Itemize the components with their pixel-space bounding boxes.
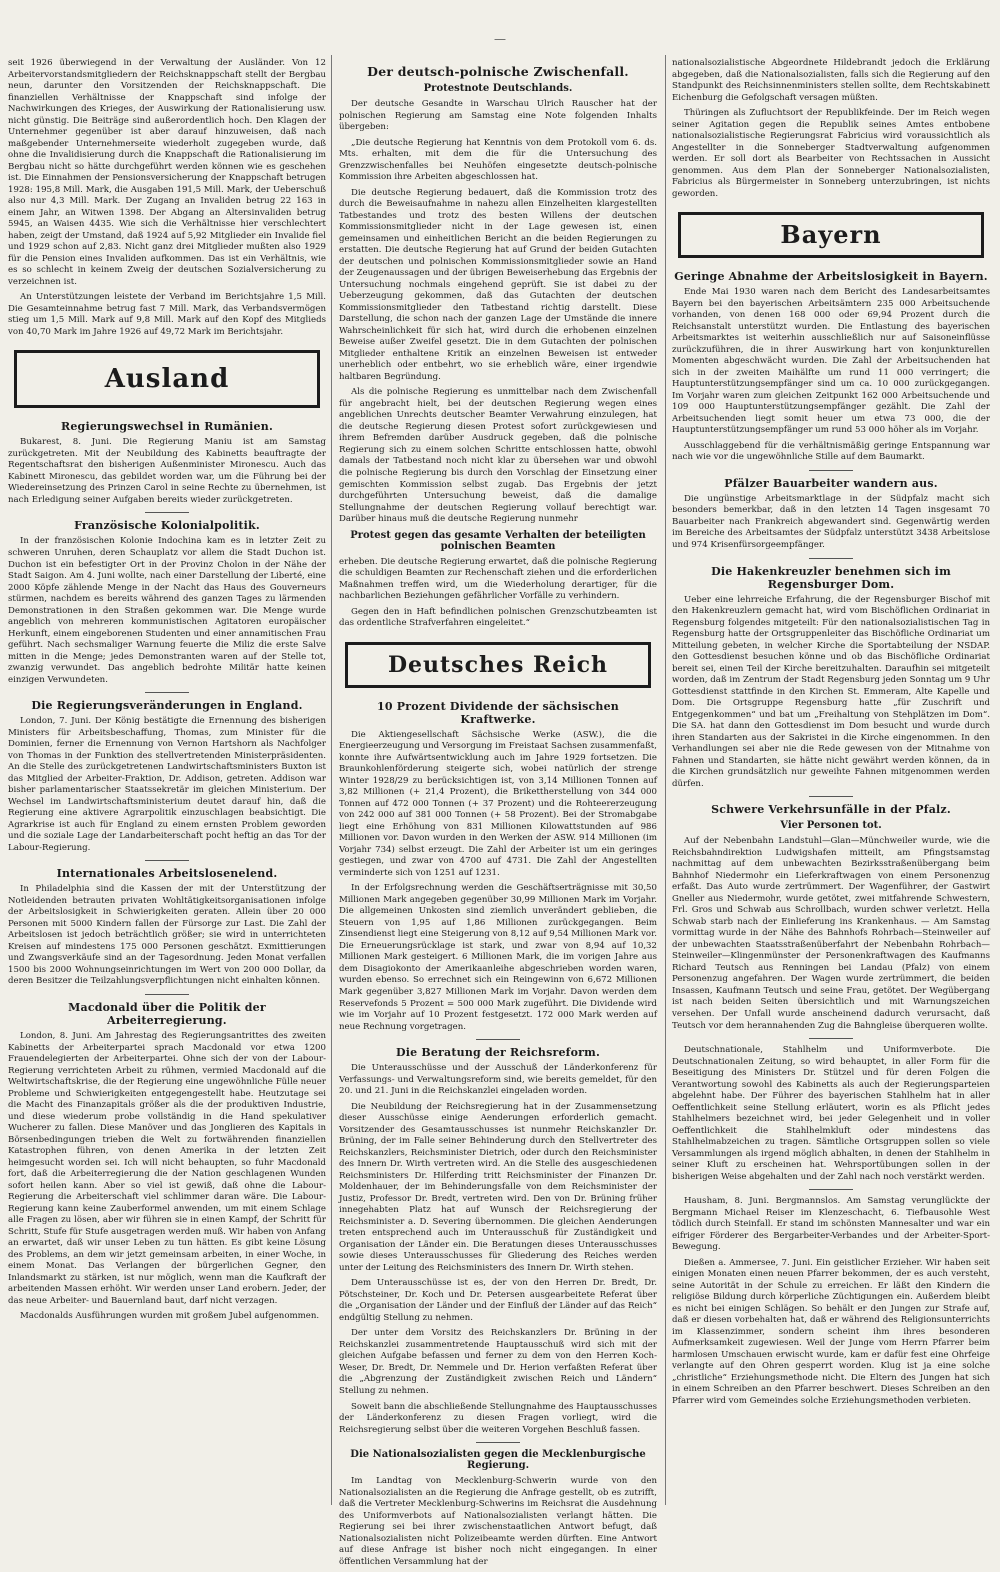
column-1: [8, 58, 326, 1327]
article-headline: Der deutsch-polnische Zwischenfall.: [367, 64, 629, 79]
article-subheadline: Protest gegen das gesamte Verhalten der beteiligten polnischen Beamten: [350, 529, 646, 552]
article-paragraph: Gegen den in Haft befindlichen polnischen Grenzschutzbeamten ist das ordentliche Strafverfahren eingeleitet.“: [339, 606, 657, 629]
article-paragraph: Die Neubildung der Reichsregierung hat in der Zusammensetzung dieser Ausschüsse einige Aenderungen erforderlich gemacht. Vorsitzender des Gesamtausschusses ist nunmehr Reichskanzler Dr. Brüning, der im Falle seiner Behinderung durch den Stellvertreter des Reichskanzlers, Reichsminister Dietrich, oder durch den Reichsminister des Innern Dr. Wirth vertreten wird. An die Stelle des ausgeschiedenen Reichsministers Dr. Hilferding tritt Reichsminister der Finanzen Dr. Moldenhauer, der im Behinderungsfalle von dem Reichsminister der Justiz, Professor Dr. Bredt, vertreten wird. Den von Dr. Brüning früher innegehabten Platz hat auf Wunsch der Reichsregierung der Reichsminister a. D. Severing übernommen. Die gleichen Aenderungen treten entsprechend auch im Unterausschuß für Zuständigkeit und Organisation der Länder ein. Die Beratungen dieses Unterausschusses sowie dieses Unterausschusses für Gliederung des Reiches werden unter der Leitung des Reichsministers des Innern Dr. Wirth stehen.: [339, 1101, 657, 1273]
article-paragraph: seit 1926 überwiegend in der Verwaltung der Ausländer. Von 12 Arbeitervorstandsmitgliedern der Reichsknappschaft stellt der Bergbau neun, darunter den Vorsitzenden der Reichsknappschaft. Die finanziellen Verhältnisse der Knappschaft sind infolge der Nachwirkungen des Krieges, der Auswirkung der Rationalisierung usw. nicht günstig. Die Beiträge sind außerordentlich hoch. Den Klagen der Unternehmer gegenüber ist aber darauf hinzuweisen, daß nach maßgebender Unternehmerseite wiederholt zugegeben wurde, daß ohne die Invalidisierung durch die Knappschaft die Rationalisierung im Bergbau nicht so hätte durchgeführt werden können wie es geschehen ist. Die Einnahmen der Pensionsversicherung der Knappschaft betrugen 1928: 195,8 Mill. Mark, die Ausgaben 191,5 Mill. Mark, der Ueberschuß also nur 4,3 Mill. Mark. Der Zugang an Invaliden betrug 22 163 in einem Jahr, an Witwen 1398. Der Abgang an Altersinvaliden betrug 5945, an Waisen 4435. Wie sich die Verhältnisse hier verschlechtert haben, zeigt der Umstand, daß 1924 auf 5,92 Mitglieder ein Invalide fiel und 1929 schon auf 2,83. Nicht ganz drei Mitglieder mußten also 1929 für die Pension eines Invaliden aufkommen. Das ist ein Verhältnis, wie es so schlecht in keinem Zweig der deutschen Sozialversicherung zu verzeichnen ist.: [8, 58, 326, 287]
article-paragraph: Dem Unterausschüsse ist es, der von den Herren Dr. Bredt, Dr. Pötschsteiner, Dr. Koch und Dr. Petersen ausgearbeitete Referat über die „Organisation der Länder und der Einfluß der Länder auf das Reich“ endgültig Stellung zu nehmen.: [339, 1278, 657, 1323]
divider: [145, 860, 189, 861]
article-headline: Macdonald über die Politik der Arbeiterregierung.: [68, 1001, 266, 1027]
article-headline: Die Nationalsozialisten gegen die Mecklenburgische Regierung.: [350, 1449, 646, 1472]
article-paragraph: In der französischen Kolonie Indochina kam es in letzter Zeit zu schweren Unruhen, deren Schauplatz vor allem die Stadt Duchon ist. Duchon ist ein befestigter Ort in der Provinz Cholon in der Nähe der Stadt Saigon. Am 4. Juni wollte, nach einer Darstellung der Liberté, eine 2000 Köpfe zählende Menge in der Nacht das Haus des Gouverneurs stürmen, nachdem es bereits während des ganzen Tages zu lärmenden Demonstrationen in den Straßen gekommen war. Die Menge wurde angeblich von mehreren kommunistischen Agitatoren europäischer Herkunft, einem eingeborenen Studenten und einer annamitischen Frau geführt. Nach sechsmaliger Warnung feuerte die Miliz die erste Salve mitten in die Menge; jedes Demonstranten waren auf der Stelle tot, zwanzig verwundet. Das angeblich bedrohte Militär hatte keinen einzigen Verwundeten.: [8, 536, 326, 685]
article-paragraph: Im Landtag von Mecklenburg-Schwerin wurde von den Nationalsozialisten an die Regierung die Anfrage gestellt, ob es zutrifft, daß die Vertreter Mecklenburg-Schwerins im Reichsrat die Ausdehnung des Uniformverbots auf Nationalsozialisten verlangt hätten. Die Regierung sei bei ihrer zwischenstaatlichen Antwort befugt, daß Nationalsozialisten nicht Polizeibeamte werden dürften. Eine Antwort auf diese Anfrage ist bisher noch nicht eingegangen. In einer öffentlichen Versammlung hat der: [339, 1476, 657, 1567]
article-paragraph: nationalsozialistische Abgeordnete Hildebrandt jedoch die Erklärung abgegeben, daß die Nationalsozialisten, falls sich die Regierung auf den Standpunkt des Reichsinnenministers stellen sollte, dem Rechtskabinett Eichenburg die Gefolgschaft versagen müßten.: [672, 58, 990, 103]
divider: [145, 512, 189, 513]
article-headline: Geringe Abnahme der Arbeitslosigkeit in Bayern.: [674, 270, 988, 284]
article-headline: 10 Prozent Dividende der sächsischen Kraftwerke.: [377, 699, 619, 726]
article-paragraph: Deutschnationale, Stahlhelm und Uniformverbote. Die Deutschnationalen Zeitung, so wird behauptet, in aller Form für die Beseitigung des Ministers Dr. Stützel und für deren Folgen die Verantwortung sowohl des Kabinetts als auch der Regierungsparteien abgelehnt habe. Der Führer des bayerischen Stahlhelm hat in aller Oeffentlichkeit seine Stellung erläutert, worin es als Pflicht jedes Stahlhelmers bezeichnet wird, bei jeder Gelegenheit und in voller Oeffentlichkeit die Stahlhelmkluft oder mindestens das Stahlhelmabzeichen zu tragen. Sämtliche Ortsgruppen sollen so viele Versammlungen als irgend möglich abhalten, in denen der Stahlhelm in seiner Kluft zu erscheinen hat. Wehrsportübungen sollen in der bisherigen Weise abgehalten und der Zahl nach noch verstärkt werden.: [672, 1045, 990, 1182]
article-paragraph: „Die deutsche Regierung hat Kenntnis von dem Protokoll vom 6. ds. Mts. erhalten, mit dem die für die Untersuchung des Grenzzwischenfalles bei Neuhöfen eingesetzte deutsch-polnische Kommission ihre Arbeiten abgeschlossen hat.: [339, 137, 657, 183]
column-2: [339, 58, 657, 1572]
divider: [809, 796, 853, 797]
divider: [809, 558, 853, 559]
article-paragraph: Als die polnische Regierung es unmittelbar nach dem Zwischenfall für angebracht hielt, bei der deutschen Regierung wegen eines angeblichen Unrechts deutscher Beamter Verwahrung einzulegen, hat die deutsche Regierung diesen Protest sofort zurückgewiesen und ihrem Befremden darüber Ausdruck gegeben, daß die polnische Regierung sich zu einem solchen Schritte entschlossen hatte, obwohl damals der Tatbestand noch nicht klar zu übersehen war und obwohl die polnische Regierung bis durch den Vorschlag der Einsetzung einer gemischten Kommission selbst zugab. Das Ergebnis der jetzt durchgeführten Untersuchung beweist, daß die damalige Stellungnahme der deutschen Regierung vollauf berechtigt war. Darüber hinaus muß die deutsche Regierung nunmehr: [339, 387, 657, 525]
article-paragraph: Die Unterausschüsse und der Ausschuß der Länderkonferenz für Verfassungs- und Verwaltungsreform sind, wie bereits gemeldet, für den 20. und 21. Juni in die Reichskanzlei eingeladen worden.: [339, 1063, 657, 1097]
divider: [145, 692, 189, 693]
article-paragraph: Die deutsche Regierung bedauert, daß die Kommission trotz des durch die Beweisaufnahme in nahezu allen Einzelheiten klargestellten Tatbestandes und trotz des besten Willens der deutschen Kommissionsmitglieder nicht in der Lage gewesen ist, einen gemeinsamen und einheitlichen Bericht an die beiden Regierungen zu erstatten. Die deutsche Regierung hat auf Grund der beiden Gutachten der deutschen und polnischen Kommissionsmitglieder sowie an Hand der Zeugenaussagen und der übrigen Beweiserhebung das Ergebnis der Untersuchung nochmals eingehend geprüft. Sie ist dabei zu der Ueberzeugung gekommen, daß das Gutachten der deutschen Kommissionsmitglieder den Tatbestand richtig darstellt. Diese Darstellung, die schon nach der ganzen Lage der Umstände die innere Wahrscheinlichkeit für sich hat, wird durch die erhobenen einzelnen Beweise außer Zweifel gesetzt. Die in dem Gutachten der polnischen Mitglieder enthaltene Kritik an einzelnen Beweisen ist entweder unerheblich oder entbehrt, wo sie erheblich wäre, einer irgendwie haltbaren Begründung.: [339, 187, 657, 382]
article-paragraph: Der deutsche Gesandte in Warschau Ulrich Rauscher hat der polnischen Regierung am Samstag eine Note folgenden Inhalts übergeben:: [339, 99, 657, 133]
divider: [476, 1442, 520, 1443]
divider: [809, 1189, 853, 1190]
page-number: —: [494, 32, 506, 46]
column-rule: [665, 55, 666, 1505]
article-paragraph: Ueber eine lehrreiche Erfahrung, die der Regensburger Bischof mit den Hakenkreuzlern gemacht hat, wird vom Bischöflichen Ordinariat in Regensburg folgendes mitgeteilt: Für den nationalsozialistischen Tag in Regensburg hatte der Ortsgruppenleiter das Bischöfliche Ordinariat um Mitteilung gebeten, in welcher Kirche die Sportabteilung der NSDAP. den Gottesdienst besuchen könne und ob das Bischöfliche Ordinariat bereit sei, einen Teil der Kirche bereitzuhalten. Daraufhin sei mitgeteilt worden, daß im Zentrum der Stadt Regensburg jeden Sonntag um 9 Uhr Gottesdienst stattfinde in den Kirchen St. Emmeram, Alte Kapelle und Dom. Die Ortsgruppe Regensburg hatte „für Zuschrift und Entgegenkommen“ und bat um „Freihaltung von Stehplätzen im Dom“. Die SA. hat dann den Gottesdienst im Dom besucht und wurde durch ihren Standarten aus der Sakristei in die Kirche eingenommen. In den Verhandlungen sei aber nie die Rede gewesen von der Mitnahme von Fahnen und Standarten, sie hätte nicht gewährt werden können, da in die Kirchen grundsätzlich nur geweihte Fahnen mitgenommen werden dürfen.: [672, 594, 990, 789]
article-headline: Die Beratung der Reichsreform.: [395, 1046, 600, 1060]
column-3: [672, 58, 990, 1412]
article-paragraph: Hausham, 8. Juni. Bergmannslos. Am Samstag verunglückte der Bergmann Michael Reiser im Klenzeschacht, 6. Tiefbausohle West tödlich durch Steinfall. Er stand im schönsten Mannesalter und war ein eifriger Förderer des Bergarbeiter-Verbandes und der Arbeiter-Sport-Bewegung.: [672, 1196, 990, 1253]
article-headline: Pfälzer Bauarbeiter wandern aus.: [724, 476, 938, 490]
article-paragraph: erheben. Die deutsche Regierung erwartet, daß die polnische Regierung die schuldigen Beamten zur Rechenschaft ziehen und die erforderlichen Maßnahmen treffen wird, um die Wiederholung derartiger, für die nachbarlichen Beziehungen gefährlicher Vorfälle zu verhindern.: [339, 556, 657, 602]
article-headline: Die Regierungsveränderungen in England.: [31, 699, 303, 713]
section-banner-ausland: Ausland: [14, 350, 320, 408]
article-subheadline: Protestnote Deutschlands.: [423, 83, 573, 94]
article-subheadline: Vier Personen tot.: [780, 820, 882, 832]
section-banner-deutsches-reich: Deutsches Reich: [345, 642, 651, 688]
article-headline: Die Hakenkreuzler benehmen sich im Regensburger Dom.: [711, 564, 951, 591]
article-paragraph: Soweit bann die abschließende Stellungnahme des Hauptausschusses der Länderkonferenz zu diesen Fragen vorliegt, wird die Reichsregierung selbst über die weiteren Vorgehen Beschluß fassen.: [339, 1401, 657, 1435]
article-headline: Regierungswechsel in Rumänien.: [61, 420, 273, 434]
article-paragraph: Die Aktiengesellschaft Sächsische Werke (ASW.), die die Energieerzeugung und Versorgung im Freistaat Sachsen zusammenfaßt, konnte ihre Aufwärtsentwicklung auch im Jahre 1929 fortsetzen. Die Braunkohlenförderung steigerte sich, wobei natürlich der strenge Winter 1928/29 zu berücksichtigen ist, von 3,14 Millionen Tonnen auf 3,82 Millionen (+ 21,4 Prozent), die Brikettherstellung von 344 000 Tonnen auf 472 000 Tonnen (+ 37 Prozent) und die Rohteererzeugung von 242 000 auf 381 000 Tonnen (+ 58 Prozent). Bei der Stromabgabe liegt eine Erhöhung von 831 Millionen Kilowattstunden auf 986 Millionen vor. Davon wurden in den Werken der ASW. 914 Millionen (im Vorjahr 734) selbst erzeugt. Die Zahl der Arbeiter ist um ein geringes gestiegen, und zwar von 4700 auf 4731. Die Zahl der Angestellten verminderte sich von 1251 auf 1231.: [339, 729, 657, 878]
article-paragraph: Der unter dem Vorsitz des Reichskanzlers Dr. Brüning in der Reichskanzlei zusammentretende Hauptausschuß wird sich mit der gleichen Aufgabe befassen und ferner zu dem von den Herren Koch-Weser, Dr. Bredt, Dr. Nemmele und Dr. Herion verfaßten Referat über die „Abgrenzung der Zuständigkeit zwischen Reich und Ländern“ Stellung zu nehmen.: [339, 1328, 657, 1396]
section-banner-bayern: Bayern: [678, 212, 984, 258]
article-paragraph: Bukarest, 8. Juni. Die Regierung Maniu ist am Samstag zurückgetreten. Mit der Neubildung des Kabinetts beauftragte der Regentschaftsrat den bisherigen Außenminister Mironescu. Auch das Kabinett Mironescu, das gebildet worden war, um die Führung bei der Wiedereinsetzung des Prinzen Carol in seine Rechte zu übernehmen, ist nach Erledigung seiner Aufgaben bereits wieder zurückgetreten.: [8, 437, 326, 505]
divider: [476, 1039, 520, 1040]
divider: [809, 470, 853, 471]
article-paragraph: Ausschlaggebend für die verhältnismäßig geringe Entspannung war nach wie vor die ungewöhnliche Stille auf dem Baumarkt.: [672, 440, 990, 463]
divider: [809, 1038, 853, 1039]
article-paragraph: Macdonalds Ausführungen wurden mit großem Jubel aufgenommen.: [20, 1311, 320, 1322]
article-paragraph: Thüringen als Zufluchtsort der Republikfeinde. Der im Reich wegen seiner Agitation gegen die Republik seines Amtes entbobene nationalsozialistische Regierungsrat Fabricius wird voraussichtlich als Angestellter in die Sonneberger Stadtverwaltung aufgenommen werden. Er soll dort als Bearbeiter von Rechtssachen in Aussicht genommen. Aus dem Plan der Sonneberger Nationalsozialisten, Fabricius als Bürgermeister in Sonneberg unterzubringen, ist nichts geworden.: [672, 108, 990, 199]
article-paragraph: In Philadelphia sind die Kassen der mit der Unterstützung der Notleidenden betrauten privaten Wohltätigkeitsorganisationen infolge der Arbeitslosigkeit in Schwierigkeiten geraten. Allein über 20 000 Personen mit 5000 Kindern fallen der Fürsorge zur Last. Die Zahl der Arbeitslosen ist jedoch beträchtlich größer; sie wird in unterrichteten Kreisen auf mindestens 175 000 Personen geschätzt. Exmittierungen und Zwangsverkäufe sind an der Tagesordnung. Jeden Monat verfallen 1500 bis 2000 Wohnungseinrichtungen im Wert von 200 000 Dollar, da deren Besitzer die Teilzahlungsverpflichtungen nicht einhalten können.: [8, 884, 326, 987]
article-paragraph: Auf der Nebenbahn Landstuhl—Glan—Münchweiler wurde, wie die Reichsbahndirektion Ludwigshafen mitteilt, am Pfingstsamstag nachmittag auf dem unbewachten Bezirksstraßenübergang beim Bahnhof Niedermohr ein Lieferkraftwagen von einem Personenzug erfaßt. Das Auto wurde zertrümmert. Der Wagenführer, der Gastwirt Gneller aus Niedermohr, wurde getötet, zwei mitfahrende Schwestern, Frl. Gros und Schwab aus Schrollbach, wurden schwer verletzt. Hella Schwab starb nach der Einlieferung ins Krankenhaus. — Am Samstag vormittag wurde in der Nähe des Bahnhofs Rohrbach—Steinweiler auf der unbewachten Staatsstraßenüberfahrt der Nebenbahn Rohrbach—Steinweiler—Klingenmünster der Personenkraftwagen des Kaufmanns Richard Teutsch aus Renningen bei Landau (Pfalz) von einem Personenzug angefahren. Der Wagen wurde zertrümmert, die beiden Insassen, Kaufmann Teutsch und seine Frau, getötet. Der Wegübergang ist nach beiden Seiten übersichtlich und mit Warnungszeichen versehen. Der Unfall wurde anscheinend dadurch verursacht, daß Teutsch vor dem herannahenden Zug die Bahngleise überqueren wollte.: [672, 836, 990, 1031]
article-headline: Schwere Verkehrsunfälle in der Pfalz.: [711, 803, 951, 817]
article-paragraph: London, 7. Juni. Der König bestätigte die Ernennung des bisherigen Ministers für Arbeitsbeschaffung, Thomas, zum Minister für die Dominien, ferner die Ernennung von Vernon Hartshorn als Nachfolger von Thomas in der Funktion des stellvertretenden Ministerpräsidenten. An die Stelle des zurückgetretenen Landwirtschaftsministers Buxton ist das Mitglied der Arbeiter-Fraktion, Dr. Addison, getreten. Addison war bisher parlamentarischer Staatssekretär im gleichen Ministerium. Der Wechsel im Landwirtschaftsministerium deutet darauf hin, daß die Regierung eine aktivere Agrarpolitik einzuschlagen beabsichtigt. Die Agrarkrise ist auch für England zu einem ernsten Problem geworden und die soziale Lage der Landarbeiterschaft pocht heftig an das Tor der Labour-Regierung.: [8, 716, 326, 853]
article-paragraph: In der Erfolgsrechnung werden die Geschäftserträgnisse mit 30,50 Millionen Mark angegeben gegenüber 30,99 Millionen Mark im Vorjahr. Die allgemeinen Unkosten sind ziemlich unverändert geblieben, die Steuern von 1,95 auf 1,86 Millionen zurückgegangen. Beim Zinsendienst liegt eine Steigerung von 8,12 auf 9,54 Millionen Mark vor. Die Erneuerungsrücklage ist stark, und zwar von 8,94 auf 10,32 Millionen Mark gesteigert. 6 Millionen Mark, die im vorigen Jahre aus dem Disagiokonto der Amerikaanleihe abgeschrieben worden waren, wurden ebenso. So errechnet sich ein Reingewinn von 6,672 Millionen Mark gegenüber 3,827 Millionen Mark im Vorjahr. Davon werden dem Reservefonds 5 Prozent = 500 000 Mark zugeführt. Die Dividende wird wie im Vorjahr auf 10 Prozent festgesetzt. 172 000 Mark werden auf neue Rechnung vorgetragen.: [339, 883, 657, 1032]
article-headline: Internationales Arbeitslosenelend.: [56, 867, 278, 881]
article-paragraph: Ende Mai 1930 waren nach dem Bericht des Landesarbeitsamtes Bayern bei den bayerischen Arbeitsämtern 235 000 Arbeitsuchende vorhanden, von denen 168 000 oder 69,94 Prozent durch die Reichsanstalt unterstützt wurden. Die Entlastung des bayerischen Arbeitsmarktes ist weiterhin ausschließlich nur auf Saisoneinflüsse zurückzuführen, die in ihrer Auswirkung hart von konjunkturellen Momenten abgeschwächt wurden. Die Zahl der Arbeitsuchenden hat sich in der zweiten Maihälfte um rund 11 000 verringert; die Hauptunterstützungsempfänger sind um ca. 10 000 zurückgegangen. Im Vorjahr waren zum gleichen Zeitpunkt 162 000 Arbeitsuchende und 109 000 Hauptunterstützungsempfänger gezählt. Die Zahl der Arbeitsuchenden liegt somit heuer um etwa 73 000, die der Hauptunterstützungsempfänger um rund 53 000 höher als im Vorjahr.: [672, 287, 990, 436]
divider: [145, 994, 189, 995]
article-paragraph: Die ungünstige Arbeitsmarktlage in der Südpfalz macht sich besonders bemerkbar, daß in den letzten 14 Tagen insgesamt 70 Bauarbeiter nach Frankreich abgewandert sind. Gegenwärtig werden im Bereiche des Arbeitsamtes der Südpfalz unterstützt 3438 Arbeitslose und 974 Krisenfürsorgeempfänger.: [672, 493, 990, 550]
article-paragraph: Dießen a. Ammersee, 7. Juni. Ein geistlicher Erzieher. Wir haben seit einigen Monaten einen neuen Pfarrer bekommen, der es auch versteht, seine Autorität in der Schule zu erreichen. Er läßt den Kindern die religiöse Bildung durch körperliche Züchtigungen ein. Außerdem bleibt es nicht bei einigen Schlägen. So behält er den Jungen zur Strafe auf, daß er diesen vorbehalten hat, daß er während des Religionsunterrichts im Klassenzimmer, sondern scheint ihm ihres besonderen Aufmerksamkeit zugewiesen. Weil der Junge vom Herrn Pfarrer beim harmlosen Umschauen erwischt wurde, kam er dafür fest eine Ohrfeige verlangte auf den Ohren gesperrt worden. Klug ist ja eine solche „christliche“ Erziehungsmethode nicht. Die Eltern des Jungen hat sich in einem Schreiben an den Pfarrer beschwert. Dieses Schreiben an den Pfarrer wird vom Gemeindes solche Erziehungsmethoden verbieten.: [672, 1257, 990, 1406]
article-paragraph: An Unterstützungen leistete der Verband im Berichtsjahre 1,5 Mill. Die Gesamteinnahme betrug fast 7 Mill. Mark, das Verbandsvermögen stieg um 1,5 Mill. Mark auf 9,8 Mill. Mark auf den Kopf des Mitglieds von 40,70 Mark im Jahre 1926 auf 49,72 Mark im Berichtsjahr.: [8, 292, 326, 337]
page-header: [0, 0, 1000, 50]
article-paragraph: London, 8. Juni. Am Jahrestag des Regierungsantrittes des zweiten Kabinetts der Arbeiterpartei sprach Macdonald vor etwa 1200 Frauendelegierten der Arbeiterpartei. Ohne sich der von der Labour-Regierung verrichteten Arbeit zu rühmen, vermied Macdonald auf die Weltwirtschaftskrise, die der Regierung eine ungewöhnliche Fülle neuer Probleme und Schwierigkeiten entgegengestellt habe. Heutzutage sei die Macht des Finanzapitals größer als die der produktiven Industrie, und diese wiederum probe vollständig in die Hand spekulativer Wucherer zu fallen. Diese Manöver und das Jonglieren des Kapitals in Börsenbedingungen trieben die Welt zu fortwährenden finanziellen Katastrophen führen, von denen Amerika in der letzten Zeit heimgesucht worden sei. Ich will nicht behaupten, so fuhr Macdonald fort, daß die Arbeiterregierung die der Nation geschlagenen Wunden sofort heilen kann. Aber so viel ist gewiß, daß ohne die Labour-Regierung die Arbeiterschaft viel schlimmer daran wäre. Die Labour-Regierung kann keine Zauberformel anwenden, um mit einem Schlage alle Fragen zu lösen, aber wir führen sie in einen Kampf, der Schritt für Schritt, Stufe für Stufe ausgetragen werden muß. Wir haben von Anfang an erwartet, daß wir unser Leben zu tun hätten. Es gibt keine Lösung des Problems, an dem wir jetzt gemeinsam arbeiten, in einer Woche, in einem Monat. Das Verlangen der bürgerlichen Gegner, den Inlandsmarkt zu stärken, ist nur möglich, wenn man die Kaufkraft der arbeitenden Massen erhöht. Wir werden unser Land erobern. Jeder, der das neue Arbeiter- und Bauernland baut, darf nicht verzagen.: [8, 1031, 326, 1306]
column-rule: [331, 55, 332, 1505]
article-headline: Französische Kolonialpolitik.: [74, 519, 260, 533]
